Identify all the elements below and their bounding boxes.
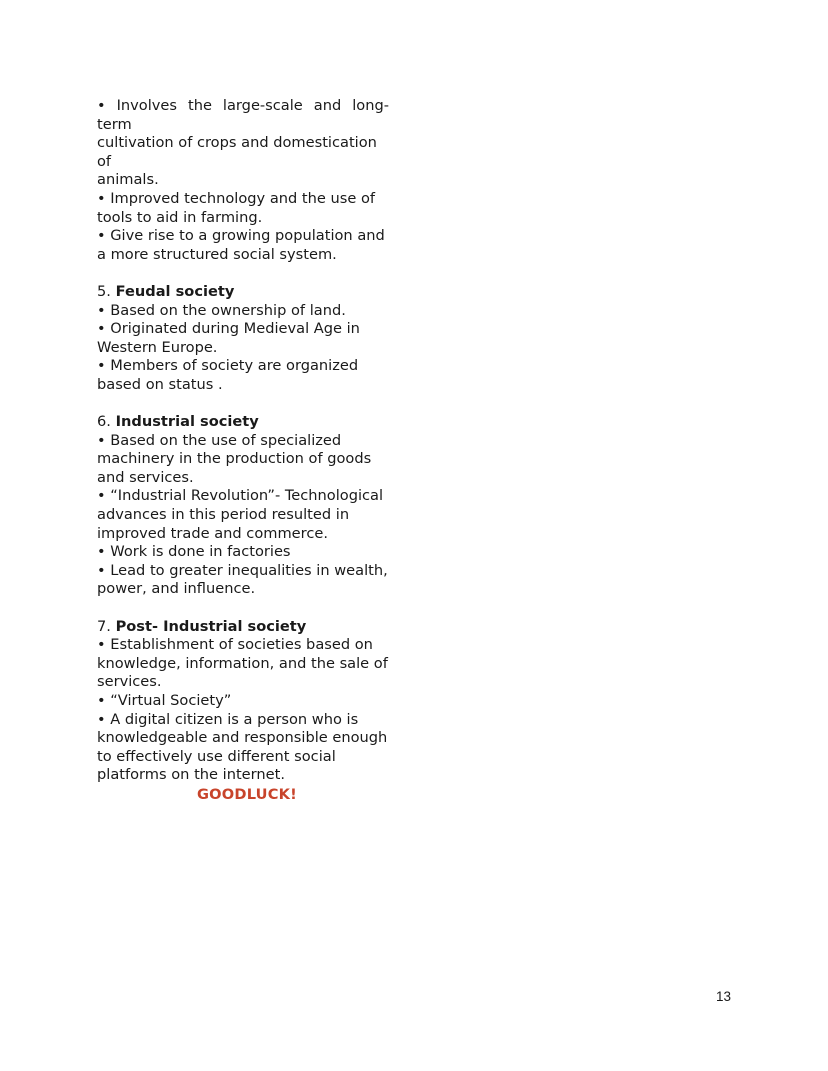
spacer: [97, 264, 389, 283]
section-line: • Based on the ownership of land.: [97, 301, 346, 319]
section-line: to effectively use different social: [97, 747, 336, 765]
section-post-industrial: [97, 618, 389, 785]
page-number: 13: [716, 989, 732, 1004]
intro-line: • Improved technology and the use of: [97, 189, 376, 207]
section-title: Post- Industrial society: [115, 617, 307, 635]
intro-line: • Give rise to a growing population and: [97, 227, 385, 245]
section-line: and services.: [97, 468, 194, 486]
section-number: 5.: [97, 282, 111, 300]
section-line: Western Europe.: [97, 338, 218, 356]
section-line: knowledgeable and responsible enough: [97, 729, 388, 747]
section-title: Industrial society: [115, 413, 259, 431]
spacer: [97, 599, 389, 618]
intro-line: animals.: [97, 171, 159, 189]
section-heading: [97, 283, 389, 302]
section-line: machinery in the production of goods: [97, 450, 372, 468]
section-line: • Based on the use of specialized: [97, 431, 342, 449]
section-number: 7.: [97, 617, 111, 635]
closing-message: GOODLUCK!: [197, 786, 298, 803]
section-line: • Members of society are organized: [97, 357, 359, 375]
section-line: services.: [97, 673, 162, 691]
text-column: [97, 97, 389, 785]
section-line: • Work is done in factories: [97, 543, 291, 561]
intro-block: [97, 97, 389, 264]
section-line: improved trade and commerce.: [97, 524, 328, 542]
section-line: knowledge, information, and the sale of: [97, 654, 388, 672]
section-line: platforms on the internet.: [97, 766, 285, 784]
section-line: • “Industrial Revolution”- Technological: [97, 487, 384, 505]
section-line: • A digital citizen is a person who is: [97, 710, 359, 728]
section-line: • Originated during Medieval Age in: [97, 320, 360, 338]
section-line: power, and influence.: [97, 580, 256, 598]
section-feudal: [97, 283, 389, 395]
intro-line: of: [97, 152, 112, 170]
intro-line: cultivation of crops and domestication: [97, 134, 377, 152]
section-heading: [97, 618, 389, 637]
section-line: advances in this period resulted in: [97, 506, 350, 524]
section-industrial: [97, 413, 389, 599]
spacer: [97, 395, 389, 414]
section-line: • “Virtual Society”: [97, 692, 232, 709]
intro-line: • Involves the large-scale and long-term: [97, 97, 389, 133]
section-line: • Lead to greater inequalities in wealth,: [97, 561, 388, 579]
section-heading: [97, 413, 389, 432]
section-line: • Establishment of societies based on: [97, 636, 373, 654]
section-line: based on status .: [97, 375, 223, 393]
section-number: 6.: [97, 413, 111, 431]
intro-line: a more structured social system.: [97, 245, 337, 263]
section-title: Feudal society: [115, 282, 235, 300]
intro-line: tools to aid in farming.: [97, 208, 263, 226]
